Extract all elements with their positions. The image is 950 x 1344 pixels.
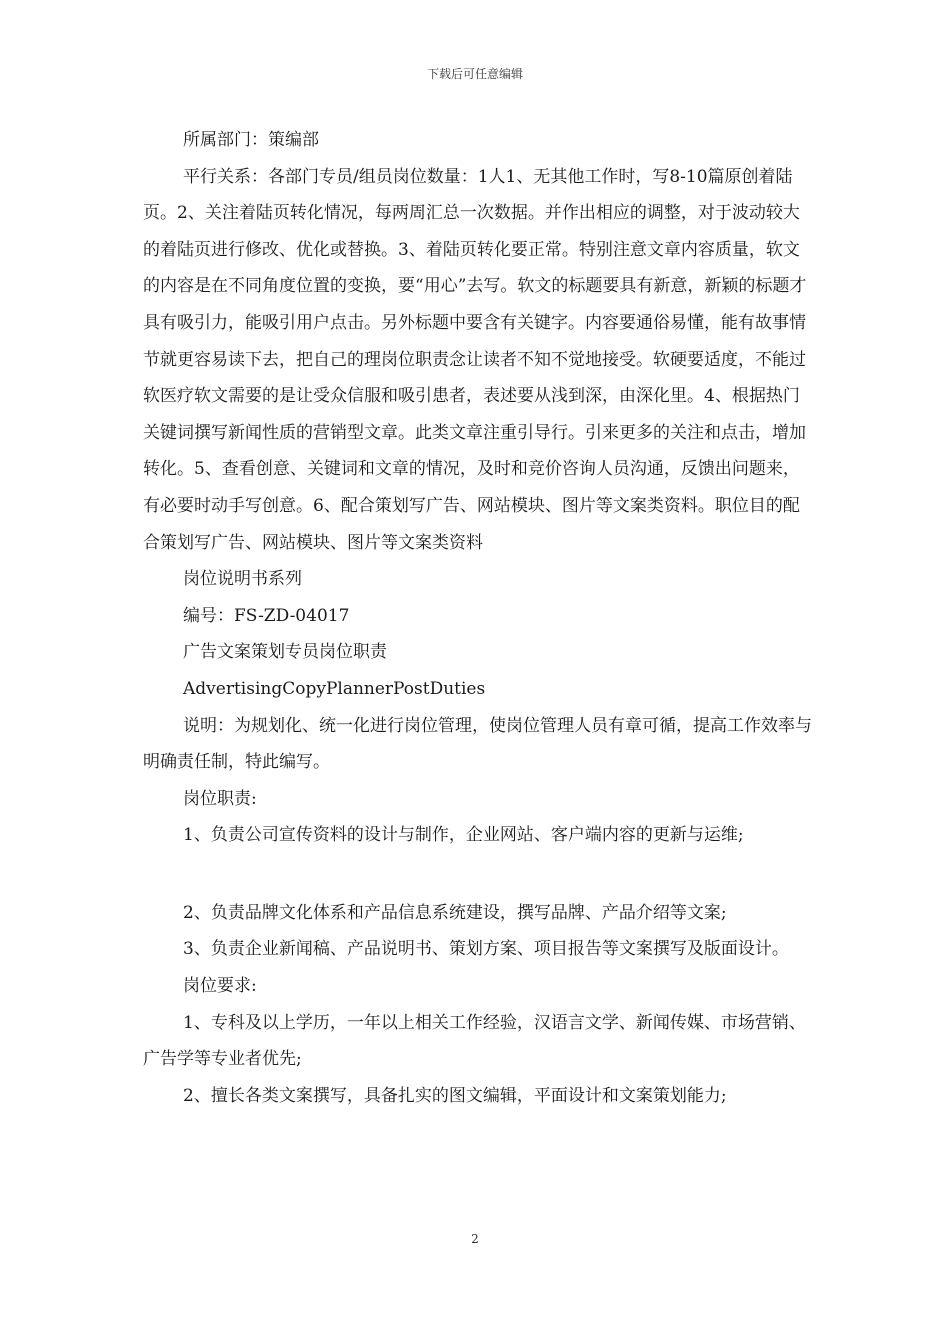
description-paragraph: 说明：为规划化、统一化进行岗位管理，使岗位管理人员有章可循，提高工作效率与明确责任制，特此编写。 <box>143 715 812 773</box>
requirements-heading: 岗位要求: <box>183 976 257 997</box>
blank-gap <box>143 854 813 895</box>
duty-item: 1、负责公司宣传资料的设计与制作，企业网站、客户端内容的更新与运维; <box>183 825 744 846</box>
series-line: 岗位说明书系列 <box>183 569 302 590</box>
title-cn: 广告文案策划专员岗位职责 <box>183 642 387 663</box>
duties-heading: 岗位职责: <box>183 788 257 809</box>
title-en: AdvertisingCopyPlannerPostDuties <box>183 678 486 699</box>
duty-item: 3、负责企业新闻稿、产品说明书、策划方案、项目报告等文案撰写及版面设计。 <box>183 939 789 960</box>
page-header: 下载后可任意编辑 <box>426 67 523 81</box>
document-body <box>143 122 813 1114</box>
duty-item: 2、负责品牌文化体系和产品信息系统建设，撰写品牌、产品介绍等文案; <box>183 902 727 923</box>
page-number: 2 <box>471 1232 479 1246</box>
requirement-item: 2、擅长各类文案撰写，具备扎实的图文编辑，平面设计和文案策划能力; <box>183 1085 727 1106</box>
code-line: 编号：FS-ZD-04017 <box>183 605 350 626</box>
requirement-item: 1、专科及以上学历，一年以上相关工作经验，汉语言文学、新闻传媒、市场营销、广告学等专业者优先; <box>143 1012 806 1070</box>
department-line: 所属部门：策编部 <box>183 130 319 150</box>
main-paragraph: 平行关系：各部门专员/组员岗位数量：1人1、无其他工作时，写8-10篇原创着陆页。2、关注着陆页转化情况，每两周汇总一次数据。并作出相应的调整，对于波动较大的着陆页进行修改、优化或替换。3、着陆页转化要正常。特别注意文章内容质量，软文的内容是在不同角度位置的变换，要“用心”去写。软文的标题要具有新意，新颖的标题才具有吸引力，能吸引用户点击。另外标题中要含有关键字。内容要通俗易懂，能有故事情节就更容易读下去，把自己的理岗位职责念让读者不知不觉地接受。软硬要适度，不能过软医疗软文需要的是让受众信服和吸引患者，表述要从浅到深，由深化里。4、根据热门关键词撰写新闻性质的营销型文章。此类文章注重引导行。引来更多的关注和点击，增加转化。5、查看创意、关键词和文章的情况，及时和竞价咨询人员沟通，反馈出问题来，有必要时动手写创意。6、配合策划写广告、网站模块、图片等文案类资料。职位目的配合策划写广告、网站模块、图片等文案类资料 <box>143 166 807 553</box>
